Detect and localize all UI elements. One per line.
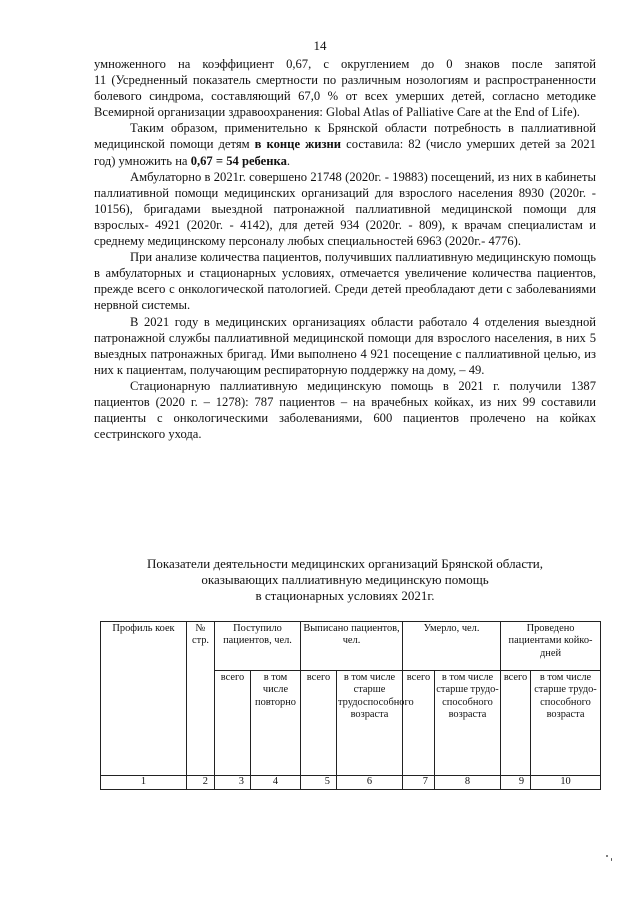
header-died: Умерло, чел. (403, 622, 501, 671)
column-number: 5 (301, 776, 337, 790)
page-number: 14 (313, 38, 327, 53)
inpatient-stats-table (100, 621, 601, 790)
table-caption-line-1: Показатели деятельности медицинских организаций Брянской области, (146, 556, 543, 571)
column-number: 2 (187, 776, 215, 790)
header-bed-days: Проведено пациентами койко-дней (501, 622, 601, 671)
column-number: 10 (531, 776, 601, 790)
column-number: 3 (215, 776, 251, 790)
scan-speck (611, 858, 612, 861)
subheader-discharged-older: в том числе старше трудоспособного возраста (337, 671, 403, 776)
scan-speck (606, 855, 608, 857)
header-row-number: № стр. (187, 622, 215, 776)
table-caption-line-2: оказывающих паллиативную медицинскую помощь (201, 572, 489, 587)
paragraph-outpatient: Амбулаторно в 2021г. совершено 21748 (2020г. - 19883) посещений, из них в кабинеты паллиативной помощи медицинских организаций для взрослого населения 8930 (2020г. - 10156), бригадами выездной патронажной паллиативной медицинской помощи для взрослых- 4921 (2020г. - 4142), для детей 934 (2020г. - 809), к врачам специалистам и среднему медицинскому персоналу любых специальностей 6963 (2020г.- 4776). (94, 169, 596, 249)
paragraph-outreach-service: В 2021 году в медицинских организациях области работало 4 отделения выездной патронажной службы паллиативной медицинской помощи для взрослого населения, в них 5 выездных патронажных бригад. Ими выполнено 4 921 посещение с паллиативной целью, из них к пациентам, получающим респираторную поддержку на дому, – 49. (94, 314, 596, 377)
paragraph-continuation: 11 (Усредненный показатель смертности по различным нозологиям и распространенности болевого синдрома, составляющий 67,0 % от всех умерших детей, согласно методике Всемирной организации здравоохранения: Global Atlas of Palliative Care at the End of Life). (94, 73, 596, 120)
subheader-died-total: всего (403, 671, 435, 776)
body-text (94, 56, 596, 442)
subheader-died-older: в том числе старше трудо-способного возраста (435, 671, 501, 776)
need-bold-result: 0,67 = 54 ребенка (190, 153, 287, 168)
paragraph-inpatient-care: Стационарную паллиативную медицинскую помощь в 2021 г. получили 1387 пациентов (2020 г. – 1278): 787 пациентов – на врачебных койках, из них 99 составили пациенты с онкологическими заболеваниями, 600 пациентов пролечено на койках сестринского ухода. (94, 378, 596, 442)
paragraph-continuation-first-line: умноженного на коэффициент 0,67, с округлением до 0 знаков после запятой (94, 57, 596, 71)
column-number: 8 (435, 776, 501, 790)
need-text-2: составила: 82 (число умерших детей за 2021 год) умножить на (94, 137, 596, 168)
subheader-beddays-total: всего (501, 671, 531, 776)
column-number: 6 (337, 776, 403, 790)
need-text-1: Таким образом, применительно к Брянской области потребность в паллиативной медицинской помощи детям (94, 121, 596, 152)
subheader-admitted-repeat: в том числе повторно (251, 671, 301, 776)
subheader-discharged-total: всего (301, 671, 337, 776)
column-number: 1 (101, 776, 187, 790)
subheader-beddays-older: в том числе старше трудо-способного возраста (531, 671, 601, 776)
table-caption (94, 556, 596, 604)
header-admitted: Поступило пациентов, чел. (215, 622, 301, 671)
column-number: 9 (501, 776, 531, 790)
need-bold-end-of-life: в конце жизни (254, 137, 342, 152)
column-number-row (101, 776, 601, 790)
subheader-admitted-total: всего (215, 671, 251, 776)
header-discharged: Выписано пациентов, чел. (301, 622, 403, 671)
need-text-3: . (286, 153, 291, 168)
column-number: 7 (403, 776, 435, 790)
header-bed-profile: Профиль коек (101, 622, 187, 776)
paragraph-need-estimate (94, 120, 596, 168)
column-number: 4 (251, 776, 301, 790)
paragraph-patient-analysis: При анализе количества пациентов, получивших паллиативную медицинскую помощь в амбулаторных и стационарных условиях, отмечается увеличение количества пациентов, прежде всего с онкологической патологией. Среди детей преобладают дети с заболеваниями нервной системы. (94, 250, 596, 313)
table-caption-line-3: в стационарных условиях 2021г. (255, 588, 435, 603)
